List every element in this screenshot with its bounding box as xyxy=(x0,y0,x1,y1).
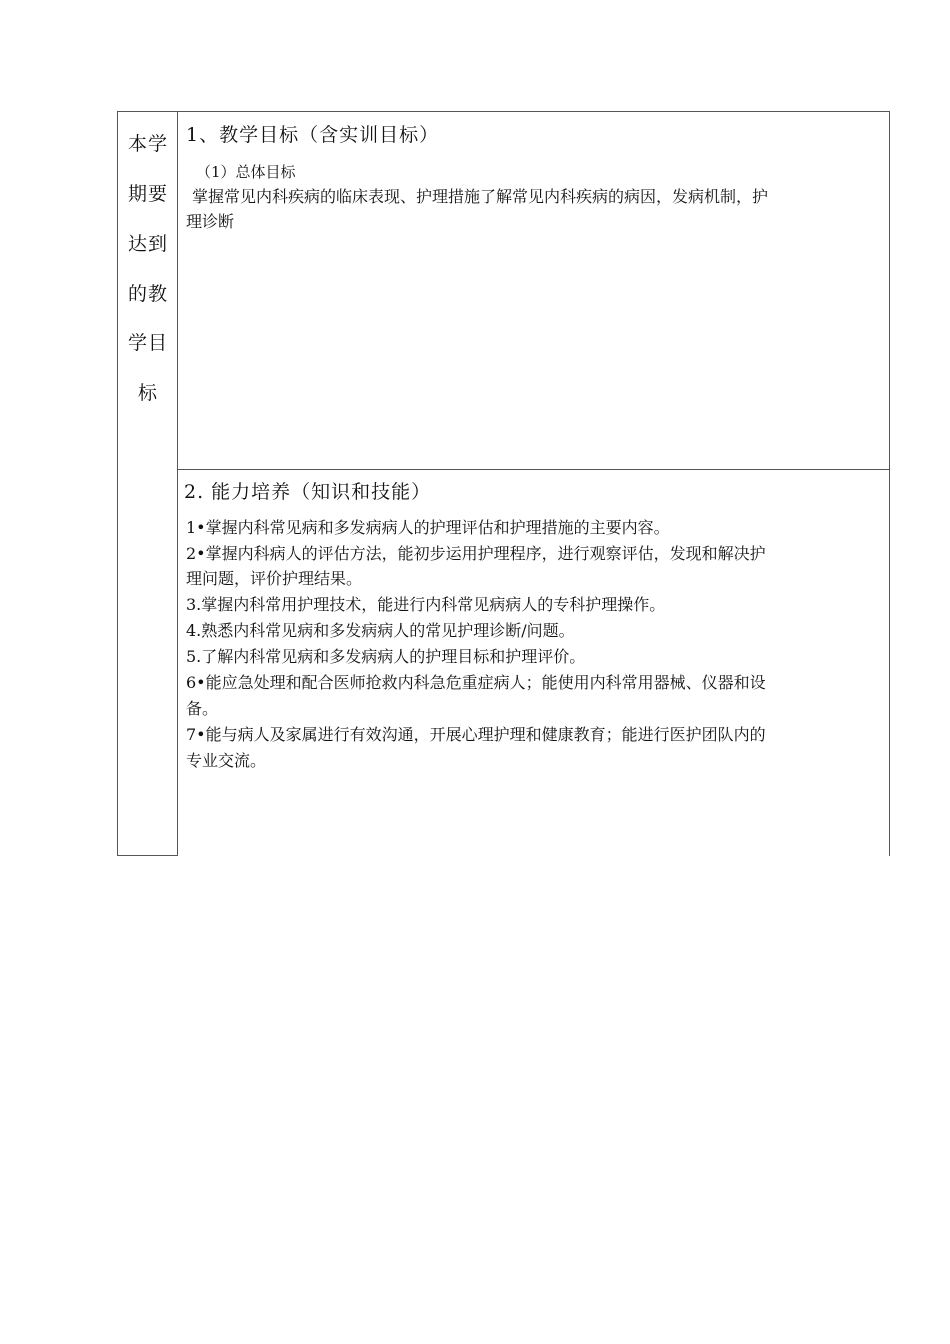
section2-item-line: 6•能应急处理和配合医师抢救内科急危重症病人；能使用内科常用器械、仪器和设 xyxy=(186,673,766,692)
section2-item-line: 备。 xyxy=(186,699,219,718)
section2-item-line: 2•掌握内科病人的评估方法，能初步运用护理程序，进行观察评估，发现和解决护 xyxy=(186,544,766,563)
table-border-left xyxy=(117,111,118,856)
section2-item-line: 4.熟悉内科常见病和多发病病人的常见护理诊断/问题。 xyxy=(186,621,575,640)
section2-item-line: 7•能与病人及家属进行有效沟通，开展心理护理和健康教育；能进行医护团队内的 xyxy=(186,725,766,744)
section2-item-line: 5.了解内科常见病和多发病病人的护理目标和护理评价。 xyxy=(186,647,586,666)
left-label-line: 达到 xyxy=(127,233,168,255)
table-column-divider xyxy=(177,111,178,856)
section1-subheading: （1）总体目标 xyxy=(196,163,296,181)
section2-item-line: 1•掌握内科常见病和多发病病人的护理评估和护理措施的主要内容。 xyxy=(186,518,670,537)
section2-item-line: 专业交流。 xyxy=(186,751,267,770)
section1-body-line: 掌握常见内科疾病的临床表现、护理措施了解常见内科疾病的病因，发病机制，护 xyxy=(192,187,769,206)
section1-body-line: 理诊断 xyxy=(186,212,235,231)
left-label-line: 标 xyxy=(137,382,158,404)
section1-heading: 1、教学目标（含实训目标） xyxy=(186,124,440,146)
left-label-line: 期要 xyxy=(127,183,168,205)
table-border-bottom-left xyxy=(117,855,178,856)
left-label-line: 学目 xyxy=(127,332,168,354)
left-label-line: 本学 xyxy=(127,133,168,155)
table-border-right xyxy=(889,111,890,856)
table-row-divider xyxy=(177,469,890,470)
left-label-line: 的教 xyxy=(127,283,168,305)
table-border-top xyxy=(117,111,890,112)
section2-item-line: 理问题，评价护理结果。 xyxy=(186,569,363,588)
section2-heading: 2. 能力培养（知识和技能） xyxy=(184,481,432,503)
section2-item-line: 3.掌握内科常用护理技术，能进行内科常见病病人的专科护理操作。 xyxy=(186,595,666,614)
